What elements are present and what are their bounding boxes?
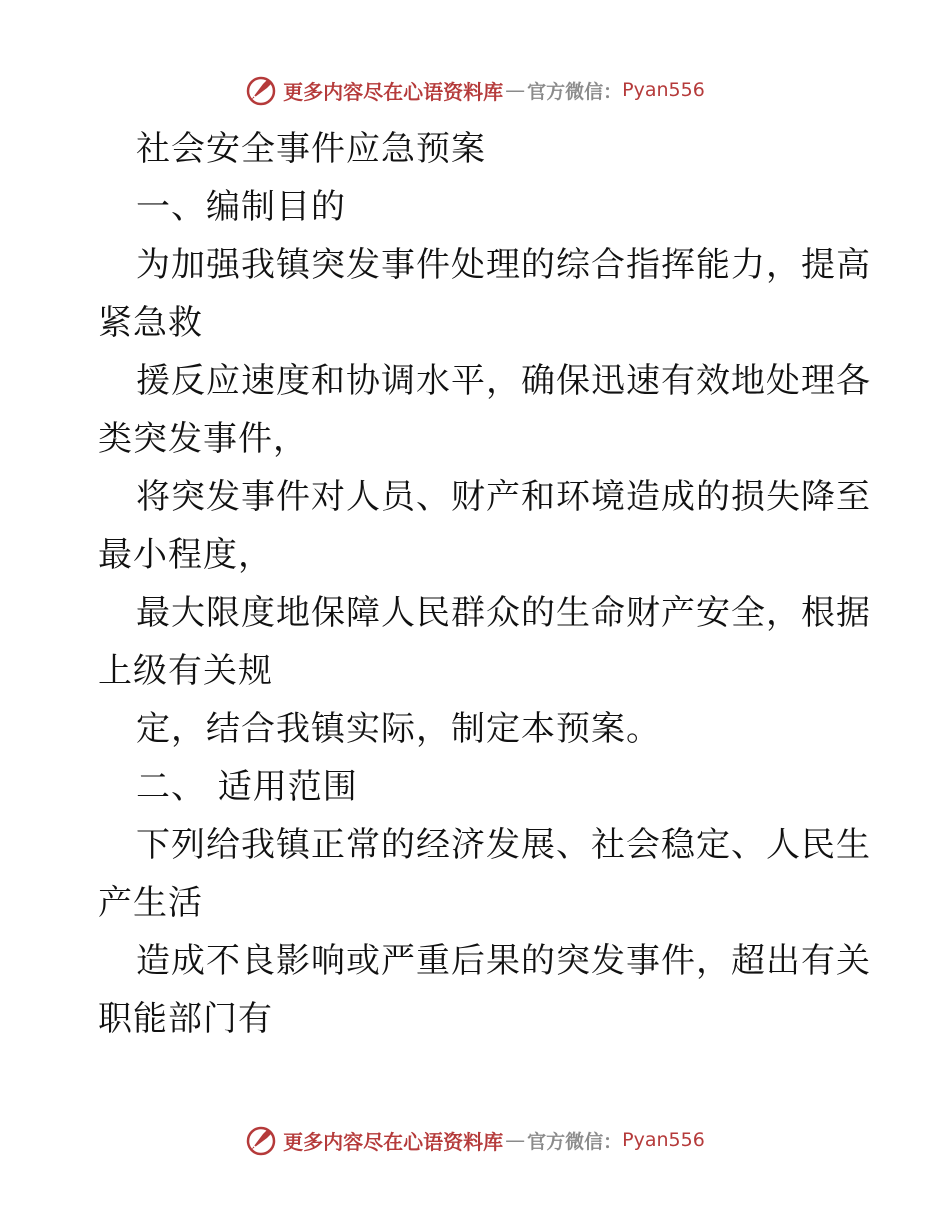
text-line: 最小程度， — [98, 535, 273, 575]
text-line: 二、 适用范围 — [136, 767, 358, 807]
text-line: 下列给我镇正常的经济发展、社会稳定、人民生 — [136, 825, 871, 865]
text-line: 将突发事件对人员、财产和环境造成的损失降至 — [136, 477, 871, 517]
text-line: 职能部门有 — [98, 999, 273, 1039]
text-line: 援反应速度和协调水平，确保迅速有效地处理各 — [136, 361, 871, 401]
pen-logo-icon — [245, 74, 277, 106]
watermark-account: Pyan556 — [622, 79, 705, 101]
text-line: 定，结合我镇实际，制定本预案。 — [136, 709, 661, 749]
pen-logo-icon — [245, 1124, 277, 1156]
header-watermark — [0, 70, 950, 110]
watermark-sub-text: 官方微信： — [527, 80, 623, 103]
text-line: 一、编制目的 — [136, 187, 346, 227]
text-line: 社会安全事件应急预案 — [136, 129, 486, 169]
text-line: 类突发事件， — [98, 419, 308, 459]
text-line: 上级有关规 — [98, 651, 273, 691]
watermark-dash: — — [505, 78, 526, 102]
watermark-main-text: 更多内容尽在心语资料库 — [283, 1129, 504, 1154]
text-line: 造成不良影响或严重后果的突发事件，超出有关 — [136, 941, 871, 981]
text-line: 产生活 — [98, 883, 203, 923]
watermark-main-text: 更多内容尽在心语资料库 — [283, 79, 504, 104]
text-line: 最大限度地保障人民群众的生命财产安全，根据 — [136, 593, 871, 633]
watermark-sub-text: 官方微信： — [527, 1130, 623, 1153]
document-body — [98, 120, 871, 1048]
watermark-account: Pyan556 — [622, 1129, 705, 1151]
footer-watermark — [0, 1120, 950, 1160]
text-line: 为加强我镇突发事件处理的综合指挥能力，提高 — [136, 245, 871, 285]
watermark-dash: — — [505, 1128, 526, 1152]
text-line: 紧急救 — [98, 303, 203, 343]
